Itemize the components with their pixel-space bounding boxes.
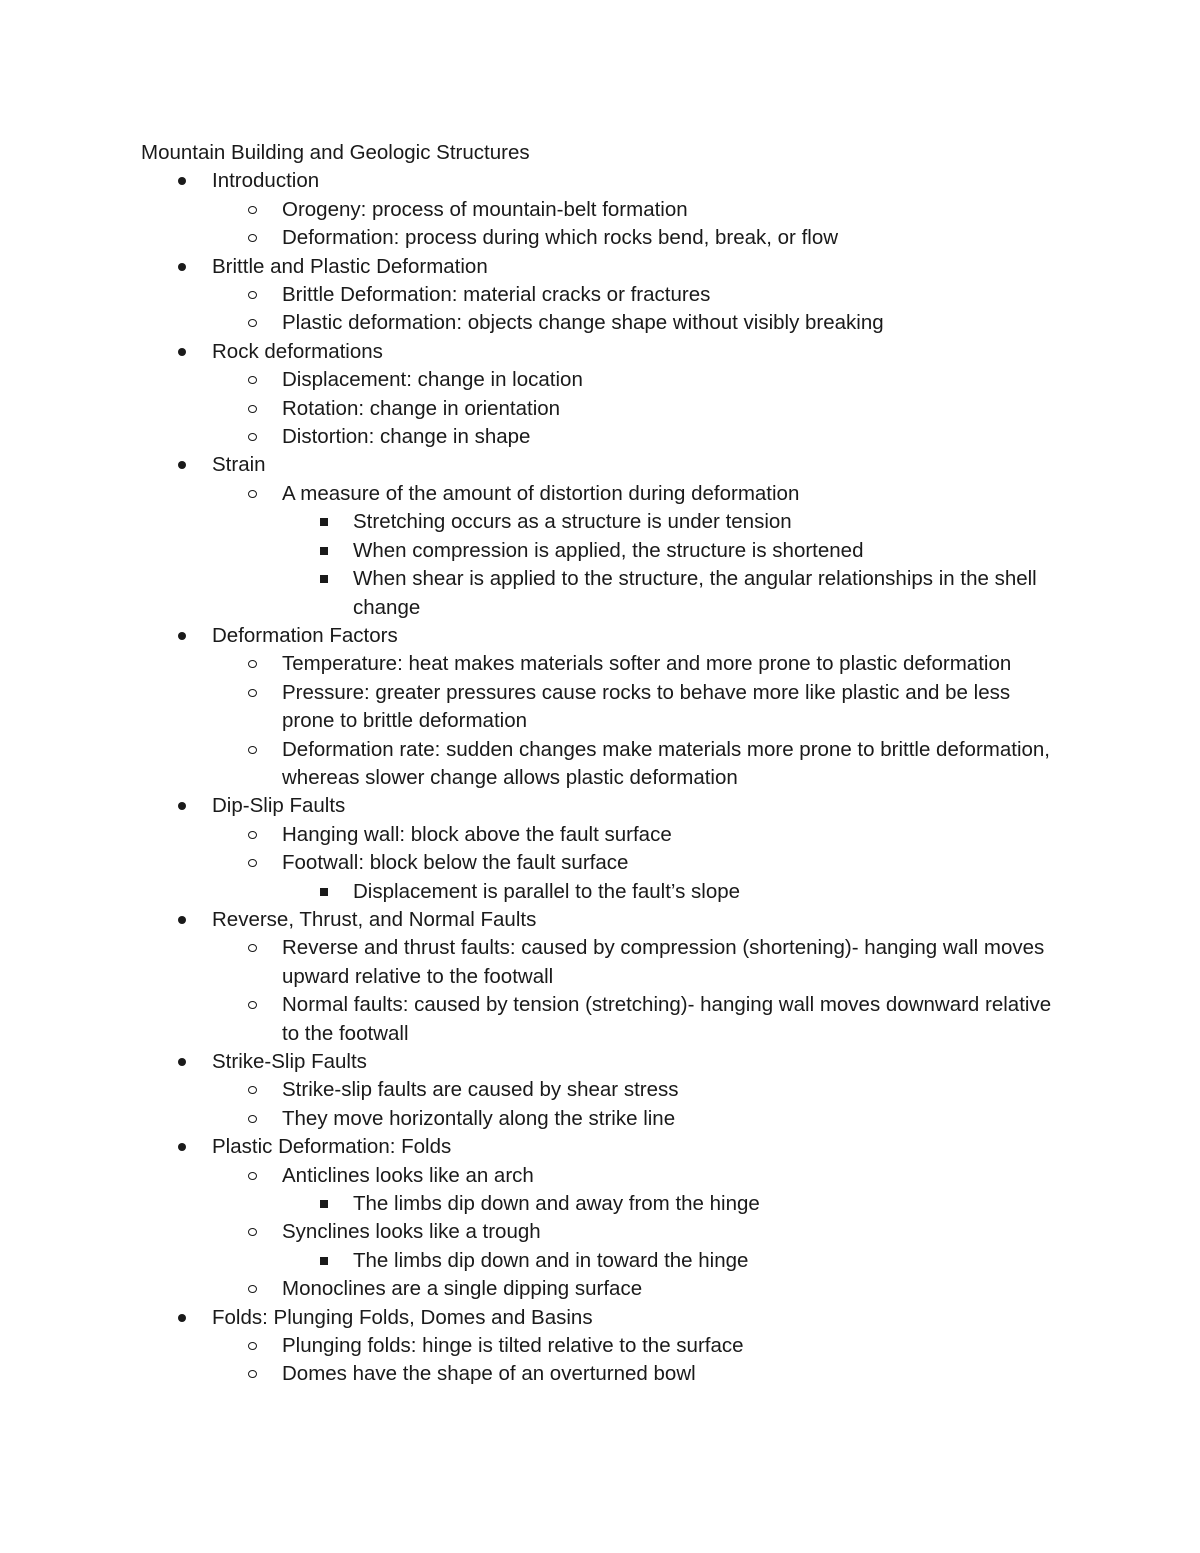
list-item-text: Displacement: change in location <box>282 368 583 392</box>
list-item <box>0 679 1200 736</box>
list-item <box>0 480 1200 508</box>
bullet-circle-icon <box>248 1172 257 1180</box>
bullet-circle-icon <box>248 944 257 952</box>
bullet-disc-icon <box>178 263 186 271</box>
list-item <box>0 423 1200 451</box>
list-item-text: Rotation: change in orientation <box>282 396 561 420</box>
section-heading-text: Strain <box>212 453 266 477</box>
bullet-disc-icon <box>178 1314 186 1322</box>
list-item <box>0 821 1200 849</box>
sub-list-item-text: When compression is applied, the structure is shortened <box>353 538 864 562</box>
bullet-circle-icon <box>248 746 257 754</box>
list-item-text: They move horizontally along the strike line <box>282 1106 676 1130</box>
bullet-circle-icon <box>248 1115 257 1123</box>
section-heading <box>0 253 1200 281</box>
section-heading-text: Strike-Slip Faults <box>212 1050 367 1073</box>
list-item-text: Normal faults: caused by tension (stretching)- hanging wall moves downward relative to the footwall <box>282 993 1052 1045</box>
section-heading <box>0 1304 1200 1332</box>
section-heading-text: Rock deformations <box>212 339 383 363</box>
list-item-text: A measure of the amount of distortion during deformation <box>282 481 800 505</box>
list-item-text: Brittle Deformation: material cracks or fractures <box>282 283 711 307</box>
bullet-square-icon <box>320 518 328 526</box>
section-heading-text: Brittle and Plastic Deformation <box>212 254 488 278</box>
bullet-circle-icon <box>248 660 257 668</box>
section-heading <box>0 906 1200 934</box>
sub-list-item <box>0 878 1200 906</box>
sub-list-item-text: Displacement is parallel to the fault’s slope <box>353 879 741 903</box>
bullet-circle-icon <box>248 376 257 384</box>
bullet-circle-icon <box>248 1086 257 1094</box>
sub-list-item-text: The limbs dip down and in toward the hinge <box>353 1248 749 1272</box>
bullet-disc-icon <box>178 348 186 356</box>
sub-list-item-text: Stretching occurs as a structure is under tension <box>353 510 792 534</box>
list-item <box>0 281 1200 309</box>
bullet-circle-icon <box>248 689 257 697</box>
list-item <box>0 1360 1200 1388</box>
bullet-square-icon <box>320 1257 328 1265</box>
sub-list-item <box>0 537 1200 565</box>
sub-list-item <box>0 1247 1200 1275</box>
bullet-circle-icon <box>248 1285 257 1293</box>
section-heading <box>0 1048 1200 1076</box>
list-item-text: Anticlines looks like an arch <box>282 1163 534 1187</box>
bullet-circle-icon <box>248 291 257 299</box>
list-item-text: Distortion: change in shape <box>282 425 531 449</box>
list-item <box>0 934 1200 991</box>
bullet-circle-icon <box>248 206 257 214</box>
list-item <box>0 224 1200 252</box>
sub-list-item-text: When shear is applied to the structure, the angular relationships in the shell change <box>353 567 1037 619</box>
section-heading-text: Reverse, Thrust, and Normal Faults <box>212 907 537 931</box>
outline-list <box>0 167 1200 1388</box>
list-item <box>0 1076 1200 1104</box>
sub-list-item <box>0 508 1200 536</box>
bullet-disc-icon <box>178 802 186 810</box>
section-heading-text: Plastic Deformation: Folds <box>212 1135 452 1159</box>
section-heading <box>0 338 1200 366</box>
bullet-square-icon <box>320 547 328 555</box>
bullet-disc-icon <box>178 632 186 640</box>
sub-list-item-text: The limbs dip down and away from the hinge <box>353 1192 760 1216</box>
list-item-text: Plunging folds: hinge is tilted relative to the surface <box>282 1334 744 1358</box>
document-title: Mountain Building and Geologic Structures <box>141 141 530 164</box>
section-heading <box>0 622 1200 650</box>
list-item-text: Monoclines are a single dipping surface <box>282 1277 643 1301</box>
section-heading-text: Introduction <box>212 169 320 193</box>
bullet-circle-icon <box>248 1228 257 1236</box>
section-heading <box>0 1133 1200 1161</box>
list-item <box>0 395 1200 423</box>
list-item <box>0 736 1200 793</box>
section-heading <box>0 792 1200 820</box>
bullet-circle-icon <box>248 1001 257 1009</box>
list-item <box>0 1218 1200 1246</box>
bullet-disc-icon <box>178 1058 186 1066</box>
section-heading-text: Dip-Slip Faults <box>212 794 346 818</box>
list-item-text: Strike-slip faults are caused by shear stress <box>282 1078 679 1102</box>
bullet-circle-icon <box>248 1370 257 1378</box>
list-item-text: Footwall: block below the fault surface <box>282 851 629 875</box>
list-item-text: Plastic deformation: objects change shape without visibly breaking <box>282 311 884 335</box>
bullet-circle-icon <box>248 490 257 498</box>
list-item-text: Domes have the shape of an overturned bowl <box>282 1362 696 1386</box>
bullet-square-icon <box>320 575 328 583</box>
bullet-circle-icon <box>248 433 257 441</box>
bullet-circle-icon <box>248 319 257 327</box>
list-item-text: Pressure: greater pressures cause rocks to behave more like plastic and be less prone to brittle deformation <box>282 680 1011 733</box>
bullet-square-icon <box>320 1200 328 1208</box>
bullet-circle-icon <box>248 1342 257 1350</box>
section-heading <box>0 167 1200 195</box>
sub-list-item <box>0 565 1200 622</box>
list-item <box>0 1162 1200 1190</box>
bullet-disc-icon <box>178 177 186 185</box>
list-item <box>0 1332 1200 1360</box>
bullet-square-icon <box>320 888 328 896</box>
document-body <box>0 139 1200 1389</box>
bullet-disc-icon <box>178 1143 186 1151</box>
list-item-text: Deformation rate: sudden changes make materials more prone to brittle deformation, whereas slower change allows plastic deformation <box>282 737 1050 789</box>
list-item <box>0 366 1200 394</box>
list-item-text: Temperature: heat makes materials softer and more prone to plastic deformation <box>282 652 1012 676</box>
list-item-text: Synclines looks like a trough <box>282 1220 541 1244</box>
section-heading-text: Folds: Plunging Folds, Domes and Basins <box>212 1305 593 1329</box>
list-item-text: Orogeny: process of mountain-belt formation <box>282 197 688 221</box>
bullet-disc-icon <box>178 916 186 924</box>
bullet-circle-icon <box>248 831 257 839</box>
section-heading <box>0 451 1200 479</box>
section-heading-text: Deformation Factors <box>212 623 398 647</box>
bullet-circle-icon <box>248 405 257 413</box>
list-item <box>0 849 1200 877</box>
bullet-circle-icon <box>248 859 257 867</box>
list-item-text: Reverse and thrust faults: caused by compression (shortening)- hanging wall moves upward relative to the footwall <box>282 936 1045 988</box>
bullet-disc-icon <box>178 461 186 469</box>
list-item <box>0 196 1200 224</box>
list-item-text: Deformation: process during which rocks bend, break, or flow <box>282 226 839 250</box>
list-item <box>0 991 1200 1048</box>
list-item <box>0 1275 1200 1303</box>
sub-list-item <box>0 1190 1200 1218</box>
list-item <box>0 309 1200 337</box>
list-item-text: Hanging wall: block above the fault surface <box>282 822 672 846</box>
bullet-circle-icon <box>248 234 257 242</box>
list-item <box>0 1105 1200 1133</box>
list-item <box>0 650 1200 678</box>
